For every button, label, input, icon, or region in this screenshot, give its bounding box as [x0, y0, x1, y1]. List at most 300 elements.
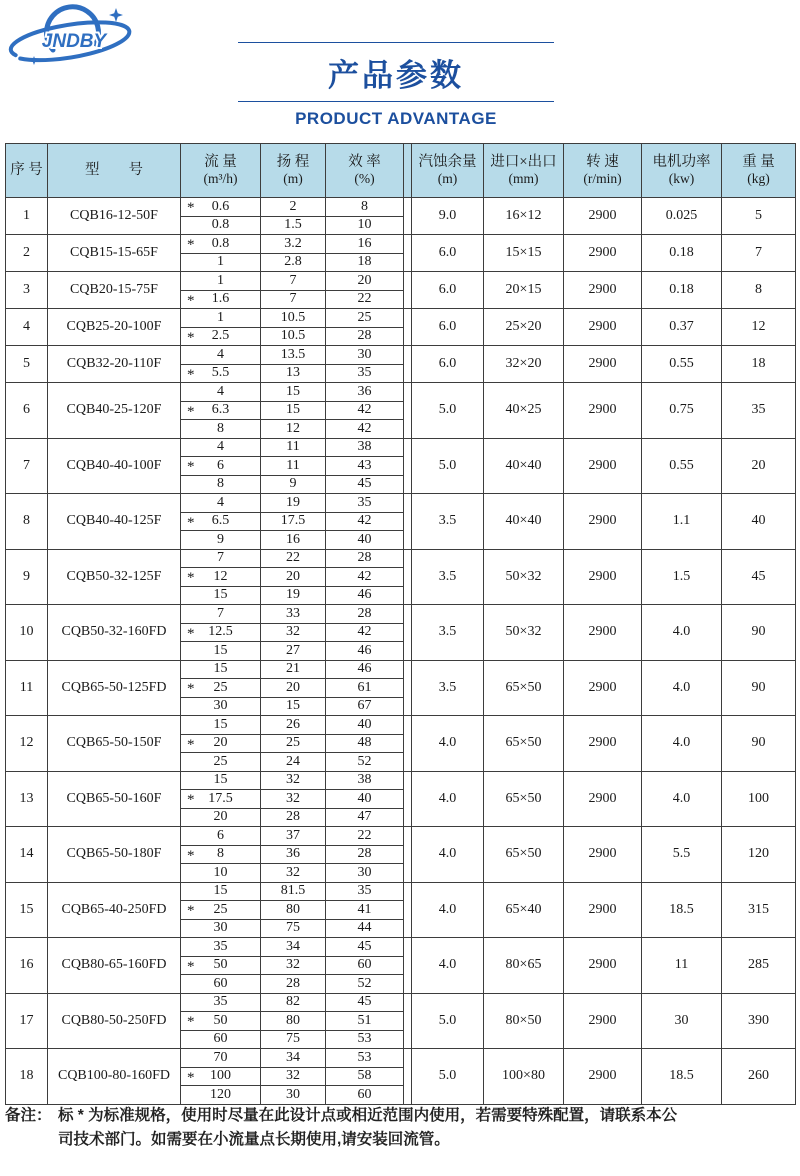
cell-efficiency: 43: [326, 457, 404, 476]
cell-speed: 2900: [564, 346, 642, 383]
cell-efficiency: 16: [326, 235, 404, 254]
cell-flow: 7: [181, 605, 261, 624]
cell-flow: * 17.5: [181, 790, 261, 809]
footnote-line: 标 * 为标准规格，使用时尽量在此设计点或相近范围内使用，若需要特殊配置，请联系本公: [58, 1107, 678, 1124]
cell-npsh: 3.5: [412, 549, 484, 605]
cell-head: 33: [261, 605, 326, 624]
cell-flow: * 50: [181, 1012, 261, 1031]
cell-flow: 1: [181, 253, 261, 272]
cell-flow: 20: [181, 808, 261, 827]
cell-npsh: 4.0: [412, 938, 484, 994]
cell-efficiency: 30: [326, 864, 404, 883]
cell-power: 0.025: [642, 198, 722, 235]
cell-head: 19: [261, 586, 326, 605]
cell-npsh: 3.5: [412, 660, 484, 716]
cell-efficiency: 46: [326, 586, 404, 605]
cell-npsh: 5.0: [412, 438, 484, 494]
cell-flow: 15: [181, 771, 261, 790]
cell-serial: 14: [6, 827, 48, 883]
cell-efficiency: 46: [326, 660, 404, 679]
cell-flow: 15: [181, 642, 261, 661]
cell-gap: [404, 716, 412, 772]
cell-flow: 35: [181, 938, 261, 957]
cell-ports: 65×50: [484, 660, 564, 716]
product-parameters-table: [5, 143, 796, 1105]
cell-power: 18.5: [642, 1049, 722, 1105]
cell-ports: 50×32: [484, 549, 564, 605]
column-header-8: 电机功率 (kw): [642, 144, 722, 198]
column-header-3: 扬 程 (m): [261, 144, 326, 198]
cell-head: 32: [261, 1067, 326, 1086]
standard-spec-star: *: [187, 792, 195, 808]
cell-weight: 20: [722, 438, 796, 494]
cell-head: 15: [261, 697, 326, 716]
cell-efficiency: 28: [326, 605, 404, 624]
cell-head: 32: [261, 956, 326, 975]
cell-power: 0.18: [642, 235, 722, 272]
cell-ports: 80×50: [484, 993, 564, 1049]
column-header-4: 效 率 (%): [326, 144, 404, 198]
cell-efficiency: 42: [326, 568, 404, 587]
cell-flow: * 1.6: [181, 290, 261, 309]
cell-serial: 11: [6, 660, 48, 716]
cell-flow: 8: [181, 475, 261, 494]
cell-serial: 10: [6, 605, 48, 661]
cell-npsh: 6.0: [412, 235, 484, 272]
cell-gap: [404, 309, 412, 346]
cell-efficiency: 67: [326, 697, 404, 716]
cell-flow: 15: [181, 716, 261, 735]
standard-spec-star: *: [187, 366, 195, 383]
cell-efficiency: 35: [326, 364, 404, 383]
cell-serial: 9: [6, 549, 48, 605]
cell-serial: 7: [6, 438, 48, 494]
cell-efficiency: 38: [326, 771, 404, 790]
brand-logo: [8, 2, 140, 78]
cell-gap: [404, 1049, 412, 1105]
cell-head: 11: [261, 438, 326, 457]
cell-power: 0.18: [642, 272, 722, 309]
cell-weight: 35: [722, 383, 796, 439]
cell-flow: 8: [181, 420, 261, 439]
cell-speed: 2900: [564, 660, 642, 716]
cell-serial: 1: [6, 198, 48, 235]
cell-head: 30: [261, 1086, 326, 1105]
cell-power: 1.5: [642, 549, 722, 605]
cell-serial: 3: [6, 272, 48, 309]
cell-efficiency: 42: [326, 401, 404, 420]
cell-power: 0.37: [642, 309, 722, 346]
cell-power: 4.0: [642, 660, 722, 716]
cell-efficiency: 35: [326, 494, 404, 513]
cell-weight: 315: [722, 882, 796, 938]
cell-model: CQB100-80-160FD: [48, 1049, 181, 1105]
table-row: [6, 309, 796, 328]
cell-serial: 2: [6, 235, 48, 272]
cell-ports: 32×20: [484, 346, 564, 383]
table-row: [6, 1049, 796, 1068]
standard-spec-star: *: [187, 903, 195, 919]
planet-orbit-icon: [8, 2, 140, 78]
cell-head: 7: [261, 272, 326, 291]
footnote-label: 备注：: [5, 1107, 52, 1124]
cell-gap: [404, 198, 412, 235]
cell-model: CQB80-50-250FD: [48, 993, 181, 1049]
cell-head: 2: [261, 198, 326, 217]
table-row: [6, 235, 796, 254]
cell-head: 7: [261, 290, 326, 309]
page-subtitle: PRODUCT ADVANTAGE: [295, 109, 497, 128]
cell-flow: * 2.5: [181, 327, 261, 346]
cell-efficiency: 8: [326, 198, 404, 217]
cell-speed: 2900: [564, 549, 642, 605]
standard-spec-star: *: [187, 958, 195, 975]
cell-flow: * 0.6: [181, 198, 261, 217]
cell-head: 37: [261, 827, 326, 846]
cell-flow: * 0.8: [181, 235, 261, 254]
cell-head: 1.5: [261, 216, 326, 235]
cell-gap: [404, 235, 412, 272]
cell-weight: 18: [722, 346, 796, 383]
cell-model: CQB25-20-100F: [48, 309, 181, 346]
cell-model: CQB50-32-125F: [48, 549, 181, 605]
cell-gap: [404, 383, 412, 439]
cell-head: 19: [261, 494, 326, 513]
table-row: [6, 716, 796, 735]
cell-npsh: 3.5: [412, 494, 484, 550]
cell-gap: [404, 346, 412, 383]
title-block: [238, 42, 554, 129]
cell-efficiency: 36: [326, 383, 404, 402]
cell-head: 75: [261, 1030, 326, 1049]
cell-head: 11: [261, 457, 326, 476]
cell-gap: [404, 993, 412, 1049]
standard-spec-star: *: [187, 847, 195, 864]
cell-ports: 65×50: [484, 771, 564, 827]
cell-efficiency: 45: [326, 475, 404, 494]
cell-efficiency: 53: [326, 1049, 404, 1068]
cell-npsh: 6.0: [412, 309, 484, 346]
column-header-7: 转 速 (r/min): [564, 144, 642, 198]
cell-efficiency: 53: [326, 1030, 404, 1049]
cell-head: 13: [261, 364, 326, 383]
cell-weight: 40: [722, 494, 796, 550]
cell-flow: * 25: [181, 901, 261, 920]
cell-ports: 100×80: [484, 1049, 564, 1105]
cell-speed: 2900: [564, 1049, 642, 1105]
cell-gap: [404, 494, 412, 550]
cell-flow: 70: [181, 1049, 261, 1068]
sparkle-icon: [109, 8, 123, 22]
cell-gap: [404, 272, 412, 309]
cell-serial: 18: [6, 1049, 48, 1105]
cell-head: 81.5: [261, 882, 326, 901]
cell-model: CQB65-50-150F: [48, 716, 181, 772]
cell-head: 27: [261, 642, 326, 661]
cell-efficiency: 28: [326, 845, 404, 864]
brand-text: JNDBY: [41, 31, 107, 52]
cell-head: 22: [261, 549, 326, 568]
table-row: [6, 605, 796, 624]
table-row: [6, 383, 796, 402]
cell-head: 15: [261, 401, 326, 420]
cell-efficiency: 40: [326, 716, 404, 735]
cell-ports: 40×40: [484, 494, 564, 550]
cell-weight: 260: [722, 1049, 796, 1105]
cell-weight: 90: [722, 716, 796, 772]
cell-power: 4.0: [642, 605, 722, 661]
cell-npsh: 3.5: [412, 605, 484, 661]
cell-power: 1.1: [642, 494, 722, 550]
cell-efficiency: 40: [326, 790, 404, 809]
cell-head: 82: [261, 993, 326, 1012]
footnote: [5, 1104, 795, 1152]
cell-gap: [404, 438, 412, 494]
standard-spec-star: *: [187, 403, 195, 420]
cell-weight: 12: [722, 309, 796, 346]
cell-gap: [404, 549, 412, 605]
cell-head: 24: [261, 753, 326, 772]
cell-serial: 12: [6, 716, 48, 772]
cell-flow: 4: [181, 438, 261, 457]
cell-efficiency: 42: [326, 420, 404, 439]
cell-serial: 13: [6, 771, 48, 827]
cell-efficiency: 51: [326, 1012, 404, 1031]
cell-efficiency: 20: [326, 272, 404, 291]
table-row: [6, 882, 796, 901]
cell-speed: 2900: [564, 235, 642, 272]
cell-head: 13.5: [261, 346, 326, 365]
cell-efficiency: 30: [326, 346, 404, 365]
cell-head: 26: [261, 716, 326, 735]
standard-spec-star: *: [187, 625, 195, 642]
standard-spec-star: *: [187, 459, 195, 475]
cell-efficiency: 28: [326, 327, 404, 346]
cell-efficiency: 41: [326, 901, 404, 920]
cell-weight: 100: [722, 771, 796, 827]
cell-head: 2.8: [261, 253, 326, 272]
cell-efficiency: 18: [326, 253, 404, 272]
cell-flow: 25: [181, 753, 261, 772]
cell-speed: 2900: [564, 716, 642, 772]
cell-head: 32: [261, 771, 326, 790]
cell-flow: 10: [181, 864, 261, 883]
cell-model: CQB20-15-75F: [48, 272, 181, 309]
cell-flow: 6: [181, 827, 261, 846]
cell-head: 10.5: [261, 309, 326, 328]
cell-serial: 15: [6, 882, 48, 938]
cell-ports: 40×40: [484, 438, 564, 494]
cell-model: CQB16-12-50F: [48, 198, 181, 235]
cell-efficiency: 47: [326, 808, 404, 827]
cell-speed: 2900: [564, 827, 642, 883]
cell-efficiency: 60: [326, 956, 404, 975]
cell-flow: * 12: [181, 568, 261, 587]
cell-speed: 2900: [564, 309, 642, 346]
cell-ports: 80×65: [484, 938, 564, 994]
cell-model: CQB40-25-120F: [48, 383, 181, 439]
cell-flow: 4: [181, 383, 261, 402]
cell-flow: * 6: [181, 457, 261, 476]
cell-weight: 390: [722, 993, 796, 1049]
cell-weight: 90: [722, 605, 796, 661]
cell-flow: 30: [181, 919, 261, 938]
cell-head: 80: [261, 901, 326, 920]
cell-head: 9: [261, 475, 326, 494]
cell-ports: 50×32: [484, 605, 564, 661]
cell-efficiency: 10: [326, 216, 404, 235]
cell-npsh: 4.0: [412, 827, 484, 883]
cell-flow: * 6.3: [181, 401, 261, 420]
cell-power: 4.0: [642, 716, 722, 772]
cell-flow: 1: [181, 309, 261, 328]
cell-flow: 60: [181, 975, 261, 994]
cell-power: 30: [642, 993, 722, 1049]
cell-power: 11: [642, 938, 722, 994]
cell-flow: 9: [181, 531, 261, 550]
cell-npsh: 5.0: [412, 993, 484, 1049]
cell-gap: [404, 882, 412, 938]
cell-power: 0.55: [642, 438, 722, 494]
cell-flow: 0.8: [181, 216, 261, 235]
cell-npsh: 4.0: [412, 882, 484, 938]
cell-serial: 16: [6, 938, 48, 994]
cell-efficiency: 25: [326, 309, 404, 328]
header-gap: [404, 144, 412, 198]
table-row: [6, 198, 796, 217]
cell-flow: 15: [181, 586, 261, 605]
cell-model: CQB65-50-180F: [48, 827, 181, 883]
standard-spec-star: *: [187, 237, 195, 253]
cell-speed: 2900: [564, 494, 642, 550]
cell-weight: 90: [722, 660, 796, 716]
cell-model: CQB65-40-250FD: [48, 882, 181, 938]
footnote-line: 司技术部门。如需要在小流量点长期使用,请安装回流管。: [58, 1131, 450, 1148]
cell-ports: 16×12: [484, 198, 564, 235]
column-header-9: 重 量 (kg): [722, 144, 796, 198]
cell-head: 32: [261, 864, 326, 883]
table-row: [6, 346, 796, 365]
table-row: [6, 660, 796, 679]
cell-ports: 65×50: [484, 827, 564, 883]
cell-head: 17.5: [261, 512, 326, 531]
cell-efficiency: 28: [326, 549, 404, 568]
cell-flow: 35: [181, 993, 261, 1012]
table-row: [6, 771, 796, 790]
table-row: [6, 272, 796, 291]
cell-head: 20: [261, 679, 326, 698]
sparkle-icon: [30, 56, 39, 65]
cell-npsh: 6.0: [412, 272, 484, 309]
cell-efficiency: 60: [326, 1086, 404, 1105]
cell-flow: * 25: [181, 679, 261, 698]
cell-weight: 285: [722, 938, 796, 994]
standard-spec-star: *: [187, 292, 195, 309]
standard-spec-star: *: [187, 681, 195, 697]
cell-efficiency: 52: [326, 975, 404, 994]
table-row: [6, 827, 796, 846]
cell-flow: 60: [181, 1030, 261, 1049]
cell-npsh: 4.0: [412, 771, 484, 827]
cell-efficiency: 58: [326, 1067, 404, 1086]
cell-model: CQB15-15-65F: [48, 235, 181, 272]
cell-serial: 5: [6, 346, 48, 383]
cell-efficiency: 40: [326, 531, 404, 550]
cell-flow: * 5.5: [181, 364, 261, 383]
cell-serial: 17: [6, 993, 48, 1049]
cell-head: 25: [261, 734, 326, 753]
cell-weight: 45: [722, 549, 796, 605]
cell-efficiency: 42: [326, 512, 404, 531]
cell-weight: 8: [722, 272, 796, 309]
cell-flow: * 100: [181, 1067, 261, 1086]
cell-efficiency: 45: [326, 938, 404, 957]
cell-serial: 4: [6, 309, 48, 346]
cell-head: 36: [261, 845, 326, 864]
standard-spec-star: *: [187, 570, 195, 586]
cell-npsh: 5.0: [412, 383, 484, 439]
cell-flow: 30: [181, 697, 261, 716]
cell-gap: [404, 660, 412, 716]
cell-efficiency: 52: [326, 753, 404, 772]
cell-gap: [404, 605, 412, 661]
cell-ports: 40×25: [484, 383, 564, 439]
cell-gap: [404, 938, 412, 994]
standard-spec-star: *: [187, 514, 195, 531]
cell-speed: 2900: [564, 771, 642, 827]
column-header-0: 序 号: [6, 144, 48, 198]
cell-head: 15: [261, 383, 326, 402]
column-header-1: 型 号: [48, 144, 181, 198]
cell-model: CQB40-40-125F: [48, 494, 181, 550]
column-header-2: 流 量 (m³/h): [181, 144, 261, 198]
cell-efficiency: 22: [326, 827, 404, 846]
cell-serial: 6: [6, 383, 48, 439]
cell-speed: 2900: [564, 272, 642, 309]
column-header-5: 汽蚀余量 (m): [412, 144, 484, 198]
cell-head: 12: [261, 420, 326, 439]
cell-head: 80: [261, 1012, 326, 1031]
cell-flow: 4: [181, 346, 261, 365]
cell-power: 4.0: [642, 771, 722, 827]
cell-flow: * 50: [181, 956, 261, 975]
cell-weight: 120: [722, 827, 796, 883]
cell-head: 3.2: [261, 235, 326, 254]
cell-head: 28: [261, 808, 326, 827]
cell-efficiency: 38: [326, 438, 404, 457]
cell-speed: 2900: [564, 605, 642, 661]
cell-ports: 65×50: [484, 716, 564, 772]
cell-efficiency: 45: [326, 993, 404, 1012]
cell-power: 0.75: [642, 383, 722, 439]
cell-serial: 8: [6, 494, 48, 550]
cell-head: 75: [261, 919, 326, 938]
cell-head: 20: [261, 568, 326, 587]
table-row: [6, 938, 796, 957]
cell-npsh: 6.0: [412, 346, 484, 383]
cell-speed: 2900: [564, 438, 642, 494]
cell-flow: 1: [181, 272, 261, 291]
cell-head: 34: [261, 938, 326, 957]
cell-flow: 15: [181, 660, 261, 679]
cell-head: 32: [261, 623, 326, 642]
cell-head: 21: [261, 660, 326, 679]
standard-spec-star: *: [187, 200, 195, 216]
table-row: [6, 494, 796, 513]
cell-gap: [404, 827, 412, 883]
cell-efficiency: 42: [326, 623, 404, 642]
cell-head: 32: [261, 790, 326, 809]
